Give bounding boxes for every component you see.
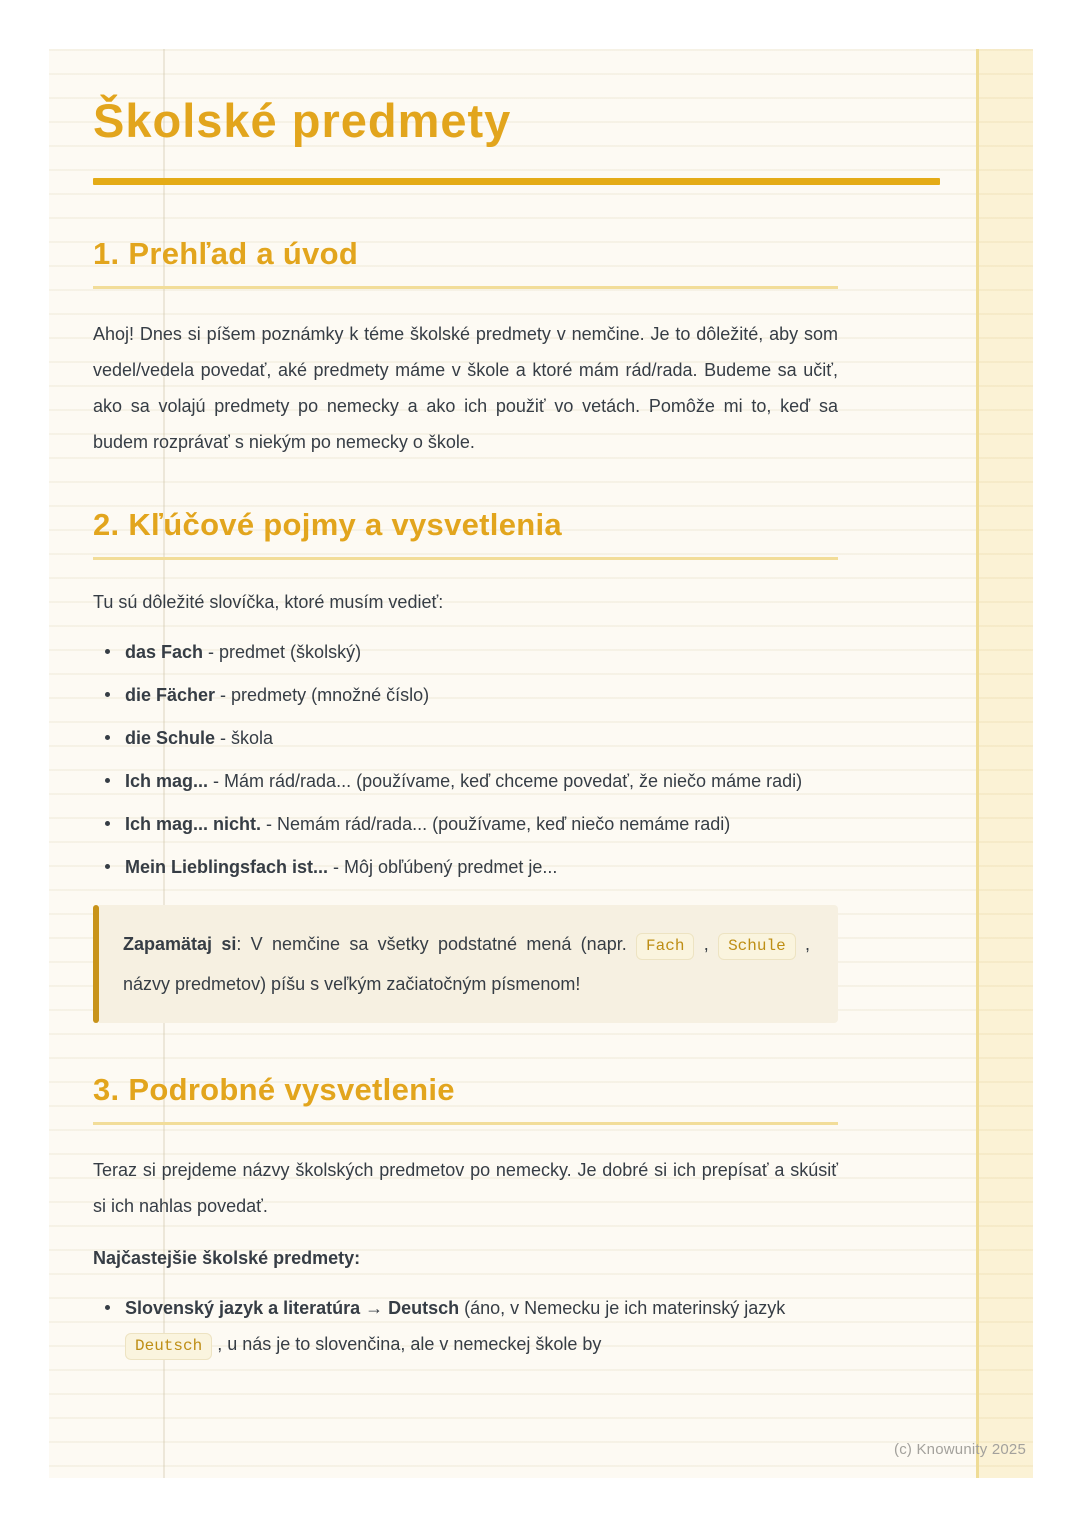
inline-code-deutsch: Deutsch: [125, 1333, 212, 1360]
section-2-intro: Tu sú dôležité slovíčka, ktoré musím vedieť:: [93, 592, 444, 612]
section-1-heading: 1. Prehľad a úvod: [93, 235, 838, 289]
term-list-item: [93, 677, 838, 713]
term-definition: - škola: [215, 728, 274, 748]
term-list: [93, 634, 838, 885]
section-1-paragraph: Ahoj! Dnes si píšem poznámky k téme školské predmety v nemčine. Je to dôležité, aby som vedel/vedela povedať, aké predmety máme v škole a ktoré mám rád/rada. Budeme sa učiť, ako sa volajú predmety po nemecky a ako ich použiť vo vetách. Pomôže mi to, keď sa budem rozprávať s niekým po nemecky o škole.: [93, 324, 838, 452]
term-german: die Fächer: [125, 685, 216, 705]
page-content: [93, 49, 838, 1364]
term-list-item: [93, 806, 838, 842]
term-german: die Schule: [125, 728, 216, 748]
arrow-separator: →: [360, 1298, 389, 1318]
callout-text: [99, 905, 838, 1023]
inline-code-fach: Fach: [636, 933, 694, 960]
term-definition: - Môj obľúbený predmet je...: [328, 857, 558, 877]
term-definition: - predmet (školský): [203, 642, 362, 662]
section-3-paragraph: Teraz si prejdeme názvy školských predmetov po nemecky. Je dobré si ich prepísať a skúsiť si ich nahlas povedať.: [93, 1160, 838, 1216]
callout-text-segment: ,: [694, 934, 719, 954]
subjects-list: [93, 1290, 838, 1364]
subject-german: Deutsch: [388, 1298, 460, 1318]
callout-note: [93, 905, 838, 1023]
subject-slovak: Slovenský jazyk a literatúra: [125, 1298, 361, 1318]
section-3-heading: 3. Podrobné vysvetlenie: [93, 1071, 838, 1125]
term-german: Mein Lieblingsfach ist...: [125, 857, 329, 877]
inline-code-schule: Schule: [718, 933, 796, 960]
title-rule: [93, 178, 940, 185]
term-list-item: [93, 849, 838, 885]
callout-text-segment: , názvy predmetov) píšu s veľkým začiatočným písmenom!: [123, 934, 810, 994]
term-definition: - Mám rád/rada... (používame, keď chceme povedať, že niečo máme radi): [208, 771, 803, 791]
subject-note: (áno, v Nemecku je ich materinský jazyk: [459, 1298, 786, 1318]
term-german: Ich mag... nicht.: [125, 814, 262, 834]
term-definition: - predmety (množné číslo): [215, 685, 430, 705]
watermark: (c) Knowunity 2025: [894, 1441, 1027, 1458]
term-definition: - Nemám rád/rada... (používame, keď niečo nemáme radi): [261, 814, 731, 834]
term-list-item: [93, 634, 838, 670]
term-list-item: [93, 720, 838, 756]
subjects-subheading: Najčastejšie školské predmety:: [93, 1248, 361, 1268]
notes-page: [49, 49, 1033, 1478]
callout-label: Zapamätaj si: [123, 934, 237, 954]
term-german: Ich mag...: [125, 771, 209, 791]
term-german: das Fach: [125, 642, 204, 662]
callout-text-segment: : V nemčine sa všetky podstatné mená (napr.: [236, 934, 637, 954]
right-margin-band: [976, 49, 1033, 1478]
section-2-heading: 2. Kľúčové pojmy a vysvetlenia: [93, 506, 838, 560]
subject-note: , u nás je to slovenčina, ale v nemeckej škole by: [212, 1334, 602, 1354]
subject-list-item: [93, 1290, 838, 1364]
term-list-item: [93, 763, 838, 799]
page-title: Školské predmety: [93, 94, 512, 147]
